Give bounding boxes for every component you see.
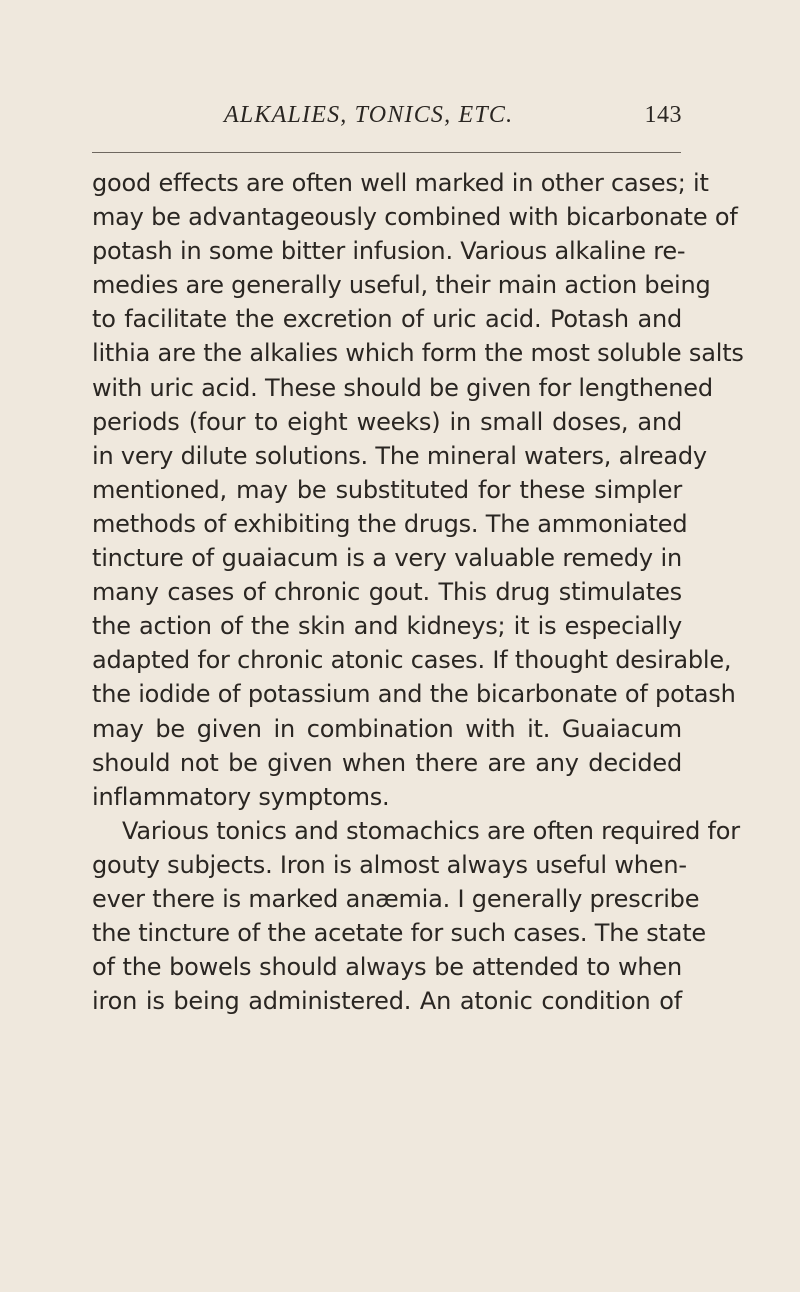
text-line-8: periods (four to eight weeks) in small doses, and xyxy=(92,407,682,436)
text-line-12: tincture of guaiacum is a very valuable remedy in xyxy=(92,544,682,573)
text-line-21: gouty subjects. Iron is almost always useful when- xyxy=(92,850,687,879)
text-line-1: good effects are often well marked in other cases; it xyxy=(92,169,709,197)
running-title: ALKALIES, TONICS, ETC. xyxy=(224,102,514,128)
text-line-7: with uric acid. These should be given for lengthened xyxy=(92,373,713,402)
text-line-20: Various tonics and stomachics are often required for xyxy=(122,816,740,845)
text-line-15: adapted for chronic atonic cases. If thought desirable, xyxy=(92,646,732,675)
text-line-4: medies are generally useful, their main action being xyxy=(92,271,711,300)
page-number: 143 xyxy=(644,102,682,128)
text-line-10: mentioned, may be substituted for these simpler xyxy=(92,475,682,504)
text-line-3: potash in some bitter infusion. Various alkaline re- xyxy=(92,237,686,266)
running-head xyxy=(92,102,682,136)
text-line-6: lithia are the alkalies which form the most soluble salts xyxy=(92,339,744,368)
text-line-18: should not be given when there are any decided xyxy=(92,748,682,777)
text-line-9: in very dilute solutions. The mineral waters, already xyxy=(92,441,707,470)
text-line-13: many cases of chronic gout. This drug stimulates xyxy=(92,578,682,607)
header-rule xyxy=(92,152,681,153)
text-line-11: methods of exhibiting the drugs. The ammoniated xyxy=(92,509,688,538)
text-line-14: the action of the skin and kidneys; it is especially xyxy=(92,612,682,641)
text-line-2: may be advantageously combined with bicarbonate of xyxy=(92,203,738,232)
text-line-25: iron is being administered. An atonic condition of xyxy=(92,987,682,1016)
text-line-5: to facilitate the excretion of uric acid. Potash and xyxy=(92,305,682,334)
text-line-16: the iodide of potassium and the bicarbonate of potash xyxy=(92,680,736,709)
text-line-22: ever there is marked anæmia. I generally prescribe xyxy=(92,884,700,913)
text-line-24: of the bowels should always be attended to when xyxy=(92,953,682,982)
body-text xyxy=(92,166,744,1018)
text-line-19: inflammatory symptoms. xyxy=(92,782,390,811)
text-line-17: may be given in combination with it. Guaiacum xyxy=(92,714,682,743)
text-line-23: the tincture of the acetate for such cases. The state xyxy=(92,919,706,948)
